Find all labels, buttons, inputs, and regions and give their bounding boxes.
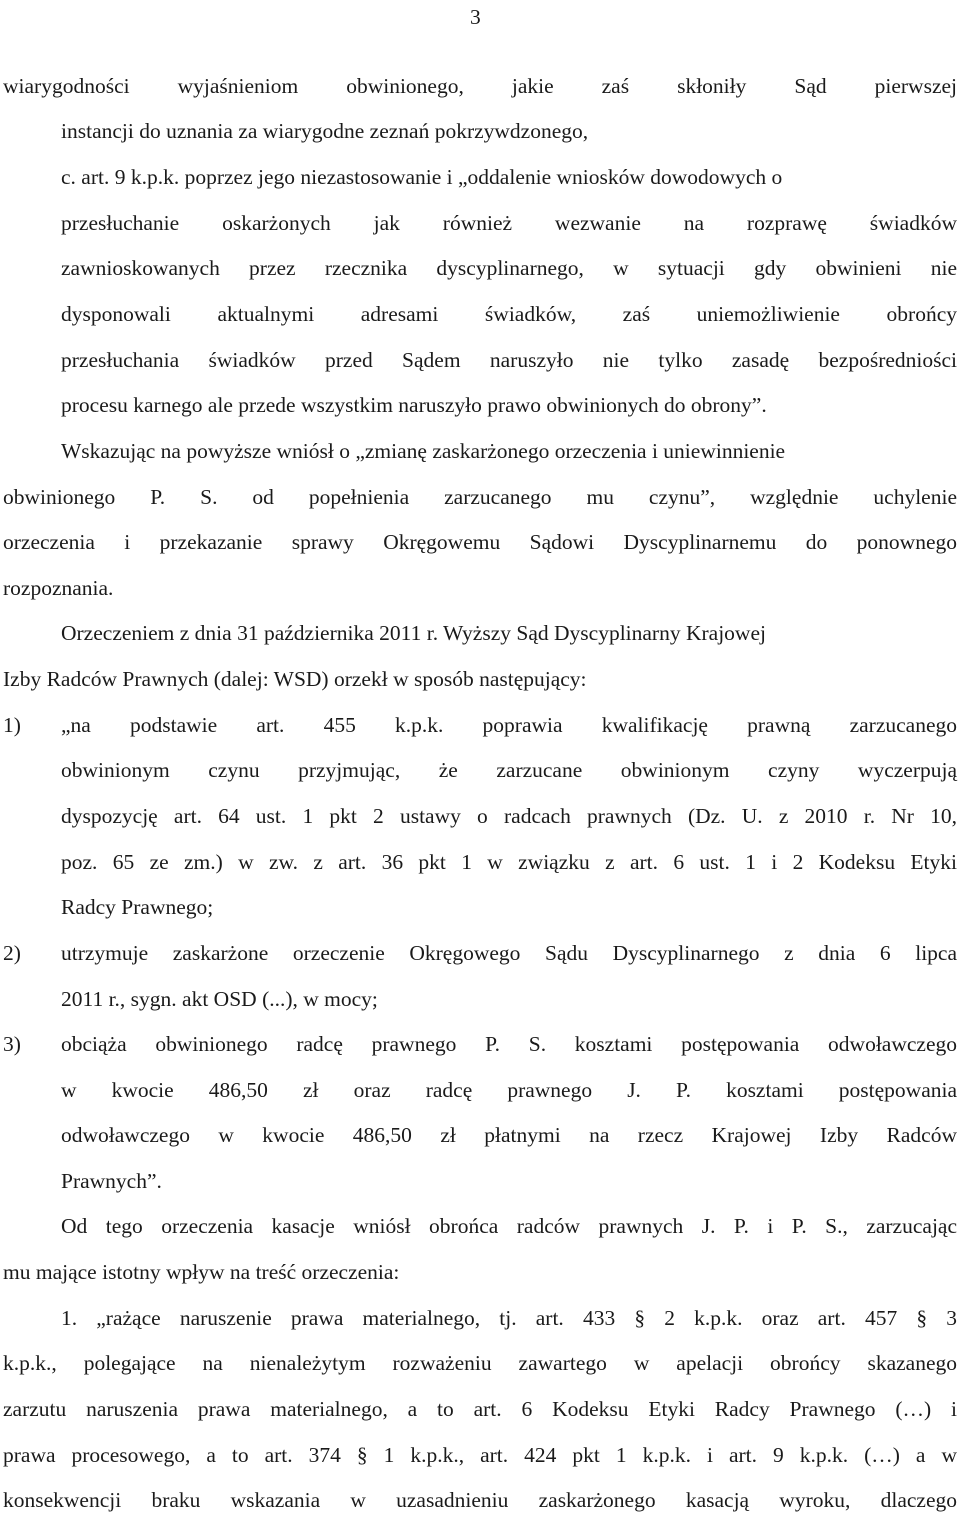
list-number: 2) bbox=[3, 941, 21, 965]
text-line: konsekwencji braku wskazania w uzasadnieniu zaskarżonego kasacją wyroku, dlaczego bbox=[3, 1488, 957, 1512]
text-line: poz. 65 ze zm.) w zw. z art. 36 pkt 1 w związku z art. 6 ust. 1 i 2 Kodeksu Etyki bbox=[61, 850, 957, 874]
text-line: przesłuchania świadków przed Sądem naruszyło nie tylko zasadę bezpośredniości bbox=[61, 348, 957, 372]
list-number: 3) bbox=[3, 1032, 21, 1056]
text-line: Prawnych”. bbox=[61, 1169, 162, 1193]
text-line: procesu karnego ale przede wszystkim naruszyło prawo obwinionych do obrony”. bbox=[61, 393, 767, 417]
text-line: dysponowali aktualnymi adresami świadków, zaś uniemożliwienie obrońcy bbox=[61, 302, 957, 326]
text-line: wiarygodności wyjaśnieniom obwinionego, jakie zaś skłoniły Sąd pierwszej bbox=[3, 74, 957, 98]
text-line: obwinionym czynu przyjmując, że zarzucane obwinionym czyny wyczerpują bbox=[61, 758, 957, 782]
text-line: orzeczenia i przekazanie sprawy Okręgowemu Sądowi Dyscyplinarnemu do ponownego bbox=[3, 530, 957, 554]
text-line: Orzeczeniem z dnia 31 października 2011 r. Wyższy Sąd Dyscyplinarny Krajowej bbox=[61, 621, 766, 645]
text-line: przesłuchanie oskarżonych jak również wezwanie na rozprawę świadków bbox=[61, 211, 957, 235]
text-line: zarzutu naruszenia prawa materialnego, a to art. 6 Kodeksu Etyki Radcy Prawnego (…) i bbox=[3, 1397, 957, 1421]
text-line: rozpoznania. bbox=[3, 576, 114, 600]
text-line: instancji do uznania za wiarygodne zeznań pokrzywdzonego, bbox=[61, 119, 589, 143]
text-line: „na podstawie art. 455 k.p.k. poprawia kwalifikację prawną zarzucanego bbox=[61, 713, 957, 737]
text-line: Izby Radców Prawnych (dalej: WSD) orzekł w sposób następujący: bbox=[3, 667, 587, 691]
text-line: mu mające istotny wpływ na treść orzeczenia: bbox=[3, 1260, 400, 1284]
list-number: 1) bbox=[3, 713, 21, 737]
text-line: odwoławczego w kwocie 486,50 zł płatnymi na rzecz Krajowej Izby Radców bbox=[61, 1123, 957, 1147]
text-line: zawnioskowanych przez rzecznika dyscyplinarnego, w sytuacji gdy obwinieni nie bbox=[61, 256, 957, 280]
text-line: 1. „rażące naruszenie prawa materialnego, tj. art. 433 § 2 k.p.k. oraz art. 457 § 3 bbox=[61, 1306, 957, 1330]
text-line: obwinionego P. S. od popełnienia zarzucanego mu czynu”, względnie uchylenie bbox=[3, 485, 957, 509]
text-line: obciąża obwinionego radcę prawnego P. S. kosztami postępowania odwoławczego bbox=[61, 1032, 957, 1056]
page-number: 3 bbox=[470, 5, 481, 29]
text-line: 2011 r., sygn. akt OSD (...), w mocy; bbox=[61, 987, 378, 1011]
text-line: c. art. 9 k.p.k. poprzez jego niezastosowanie i „oddalenie wniosków dowodowych o bbox=[61, 165, 783, 189]
text-line: Wskazując na powyższe wniósł o „zmianę zaskarżonego orzeczenia i uniewinnienie bbox=[61, 439, 786, 463]
text-line: k.p.k., polegające na nienależytym rozważeniu zawartego w apelacji obrońcy skazanego bbox=[3, 1351, 957, 1375]
text-line: utrzymuje zaskarżone orzeczenie Okręgowego Sądu Dyscyplinarnego z dnia 6 lipca bbox=[61, 941, 957, 965]
text-line: prawa procesowego, a to art. 374 § 1 k.p.k., art. 424 pkt 1 k.p.k. i art. 9 k.p.k. (…) a w bbox=[3, 1443, 957, 1467]
text-line: Radcy Prawnego; bbox=[61, 895, 214, 919]
text-line: dyspozycję art. 64 ust. 1 pkt 2 ustawy o radcach prawnych (Dz. U. z 2010 r. Nr 10, bbox=[61, 804, 957, 828]
text-line: w kwocie 486,50 zł oraz radcę prawnego J. P. kosztami postępowania bbox=[61, 1078, 957, 1102]
text-line: Od tego orzeczenia kasacje wniósł obrońca radców prawnych J. P. i P. S., zarzucając bbox=[61, 1214, 957, 1238]
